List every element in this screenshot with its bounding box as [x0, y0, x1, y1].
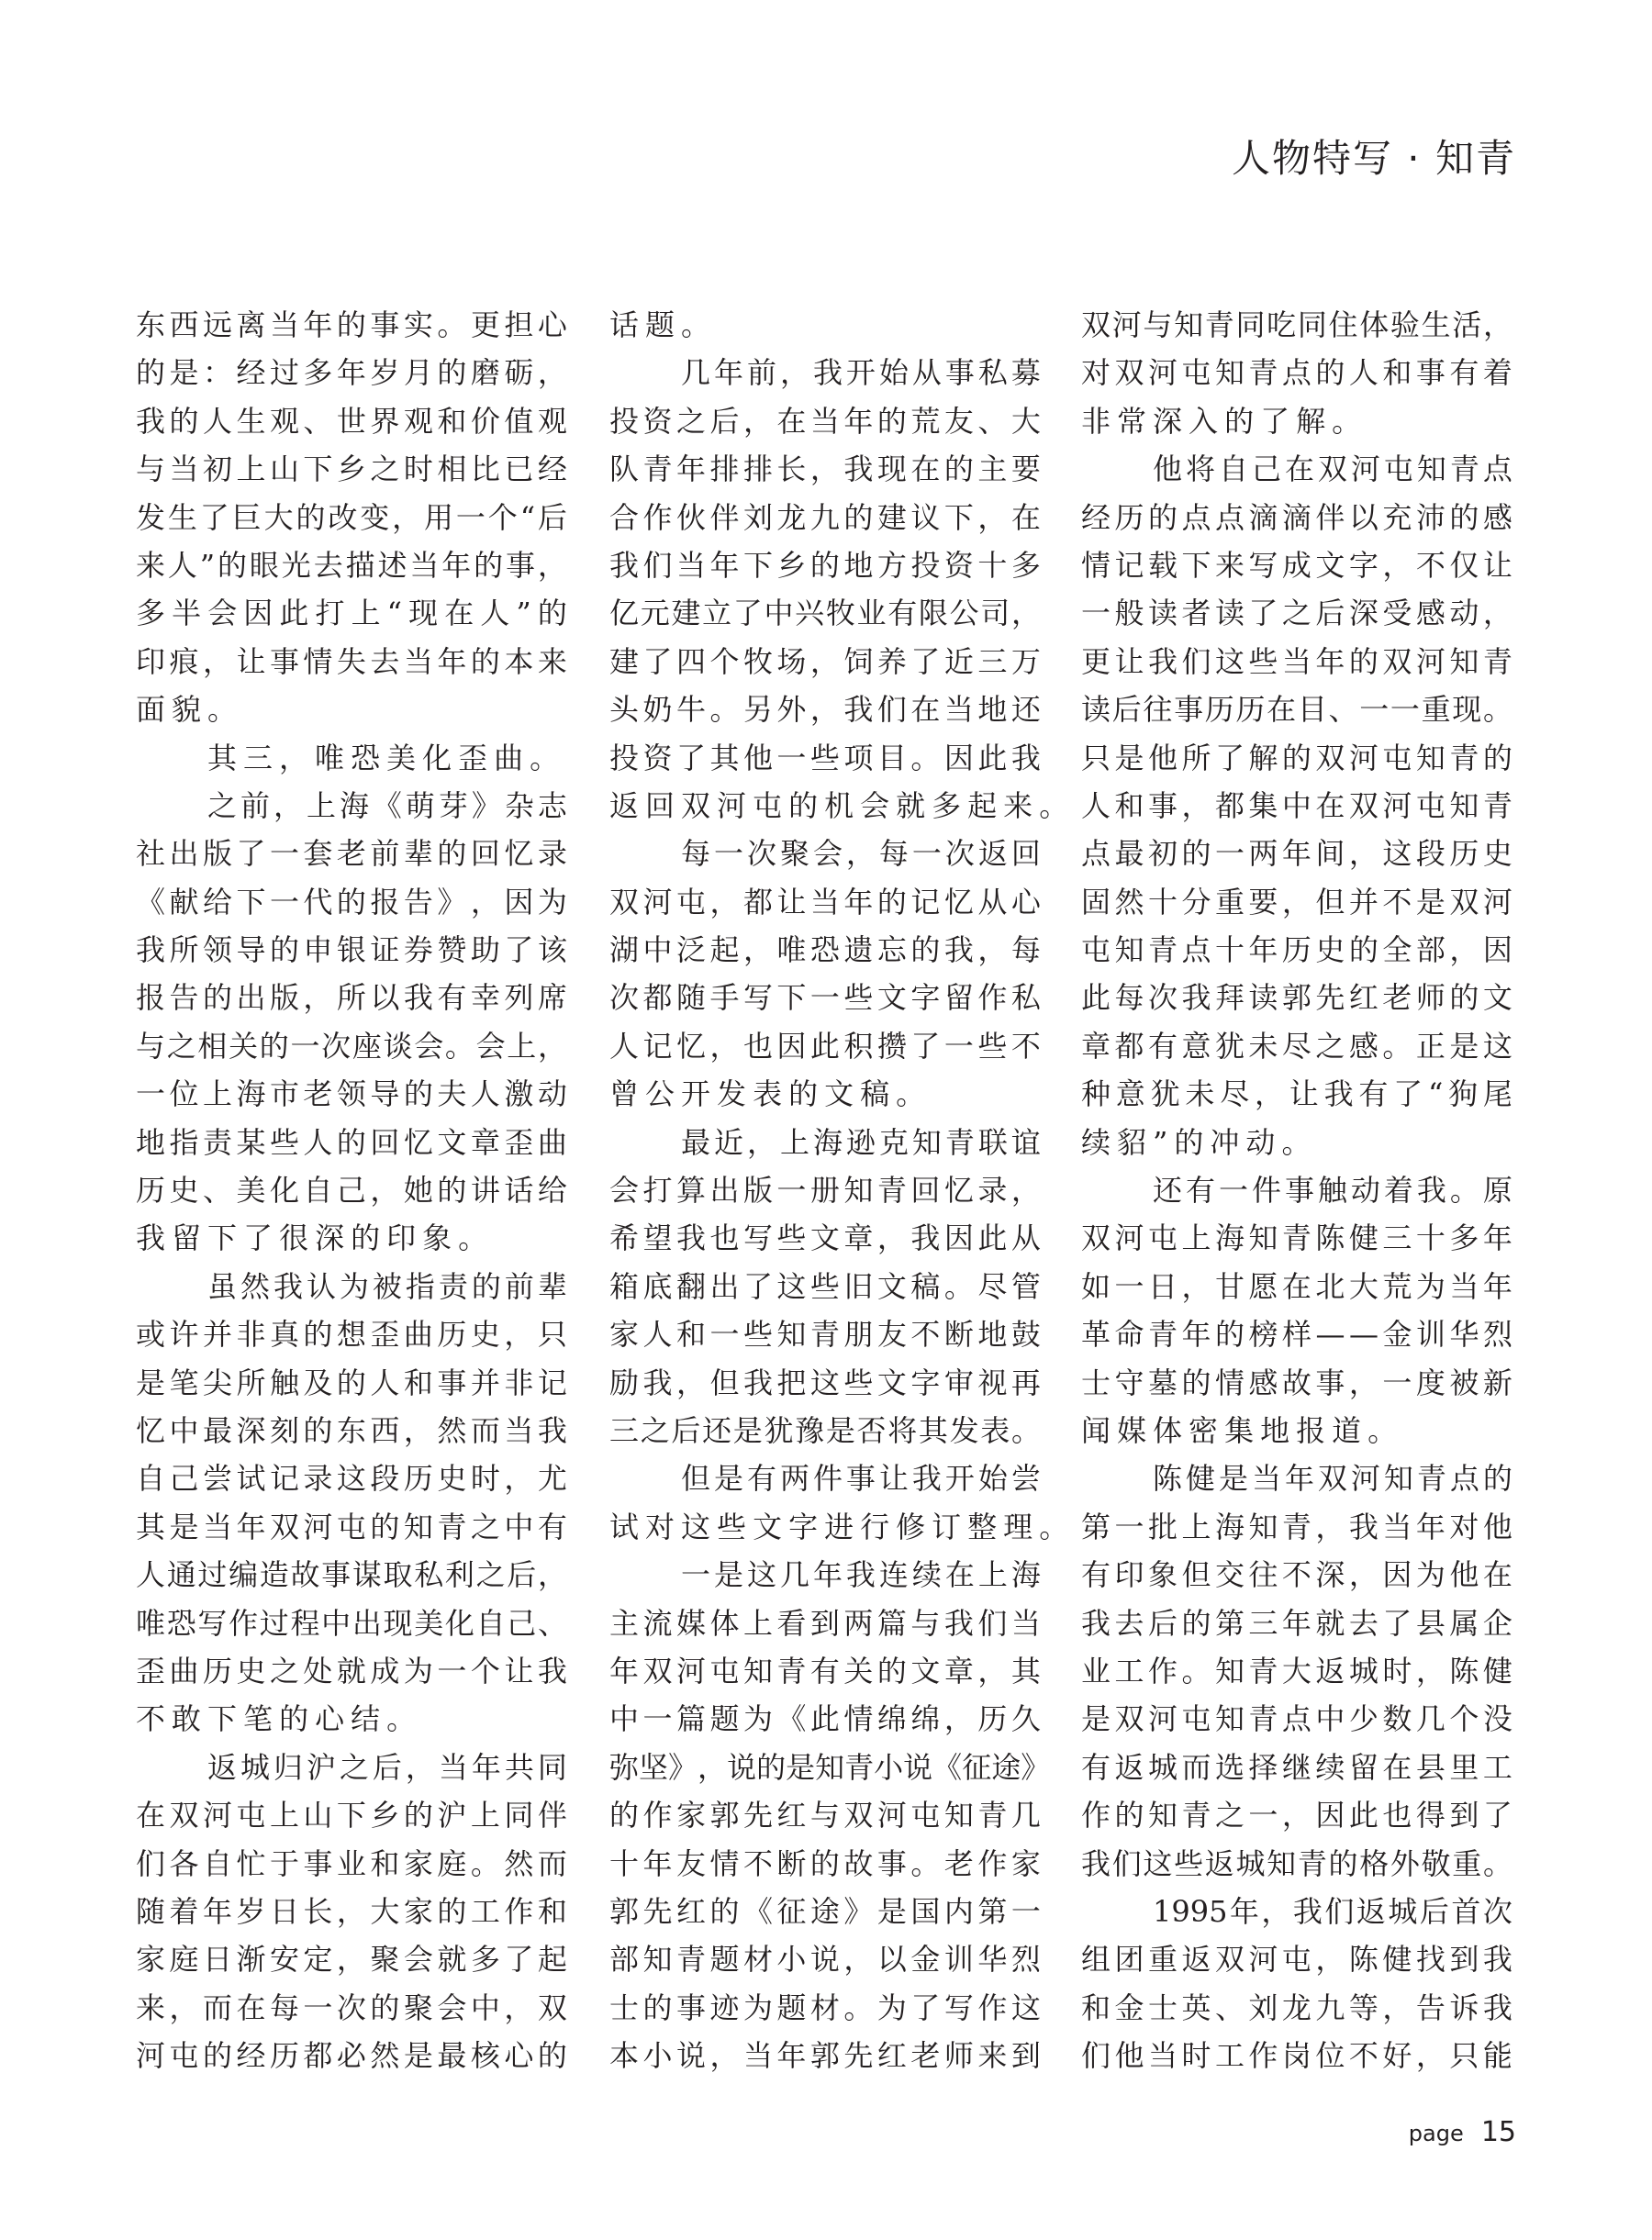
text-line: 或 许 并 非 真 的 想 歪 曲 历 史 ， 只 [136, 1317, 567, 1353]
text-line: 虽 然 我 认 为 被 指 责 的 前 辈 [207, 1268, 567, 1304]
text-line: 每 一 次 聚 会 ， 每 一 次 返 回 [681, 836, 1041, 872]
text-line: 之 前 ， 上 海 《 萌 芽 》 杂 志 [207, 787, 567, 823]
text-line: 只 是 他 所 了 解 的 双 河 屯 知 青 的 [1081, 740, 1512, 775]
text-line: 其 三 ， 唯 恐 美 化 歪 曲 。 [207, 740, 560, 775]
text-line: 唯 恐 写 作 过 程 中 出 现 美 化 自 己 、 [136, 1605, 567, 1641]
text-line: 屯 知 青 点 十 年 历 史 的 全 部 ， 因 [1081, 932, 1512, 968]
text-line: 河 屯 的 经 历 都 必 然 是 最 核 心 的 [136, 2038, 567, 2074]
text-line: 最 近 ， 上 海 逊 克 知 青 联 谊 [681, 1124, 1041, 1160]
text-line: 对 双 河 屯 知 青 点 的 人 和 事 有 着 [1081, 355, 1512, 391]
text-line: 家 庭 日 渐 安 定 ， 聚 会 就 多 了 起 [136, 1942, 567, 1978]
text-line: 来 ， 而 在 每 一 次 的 聚 会 中 ， 双 [136, 1989, 567, 2025]
text-line: 非 常 深 入 的 了 解 。 [1081, 403, 1362, 439]
text-line: 返 回 双 河 屯 的 机 会 就 多 起 来 。 [609, 787, 1069, 823]
text-line: 自 己 尝 试 记 录 这 段 历 史 时 ， 尤 [136, 1461, 567, 1497]
text-line: 三 之 后 还 是 犹 豫 是 否 将 其 发 表 。 [609, 1412, 1041, 1448]
text-line: 与 之 相 关 的 一 次 座 谈 会 。 会 上 ， [136, 1028, 567, 1064]
text-line: 是 笔 尖 所 触 及 的 人 和 事 并 非 记 [136, 1365, 567, 1400]
text-line: 希 望 我 也 写 些 文 章 ， 我 因 此 从 [609, 1220, 1041, 1256]
text-line: 发 生 了 巨 大 的 改 变 ， 用 一 个 “ 后 [136, 499, 567, 535]
text-line: 我 去 后 的 第 三 年 就 去 了 县 属 企 [1081, 1605, 1512, 1641]
text-line: 地 指 责 某 些 人 的 回 忆 文 章 歪 曲 [136, 1124, 567, 1160]
text-line: 组 团 重 返 双 河 屯 ， 陈 健 找 到 我 [1081, 1942, 1512, 1978]
text-line: 和 金 士 英 、 刘 龙 九 等 ， 告 诉 我 [1081, 1989, 1512, 2025]
text-line: 更 让 我 们 这 些 当 年 的 双 河 知 青 [1081, 643, 1512, 679]
text-line: 《 献 给 下 一 代 的 报 告 》 ， 因 为 [136, 884, 567, 919]
text-line: 们 他 当 时 工 作 岗 位 不 好 ， 只 能 [1081, 2038, 1512, 2074]
text-line: 有 印 象 但 交 往 不 深 ， 因 为 他 在 [1081, 1557, 1512, 1593]
text-line: 此 每 次 我 拜 读 郭 先 红 老 师 的 文 [1081, 980, 1512, 1016]
text-line: 他 将 自 己 在 双 河 屯 知 青 点 [1153, 451, 1512, 487]
text-line: 合 作 伙 伴 刘 龙 九 的 建 议 下 ， 在 [609, 499, 1041, 535]
page-footer [1409, 2116, 1516, 2148]
text-line: 曾 公 开 发 表 的 文 稿 。 [609, 1076, 926, 1112]
text-line: 我 的 人 生 观 、 世 界 观 和 价 值 观 [136, 403, 567, 439]
section-header: 人物特写 · 知青 [1231, 136, 1516, 181]
text-line: 双 河 屯 上 海 知 青 陈 健 三 十 多 年 [1081, 1220, 1512, 1256]
text-line: 主 流 媒 体 上 看 到 两 篇 与 我 们 当 [609, 1605, 1041, 1641]
text-line: 返 城 归 沪 之 后 ， 当 年 共 同 [207, 1749, 567, 1785]
text-line: 点 最 初 的 一 两 年 间 ， 这 段 历 史 [1081, 836, 1512, 872]
text-line: 弥 坚 》 ， 说 的 是 知 青 小 说 《 征 途 》 [609, 1749, 1051, 1785]
page-label: page [1408, 2121, 1464, 2146]
text-line: 的 是 ： 经 过 多 年 岁 月 的 磨 砺 ， [136, 355, 567, 391]
text-line: 话 题 。 [609, 307, 711, 342]
text-line: 社 出 版 了 一 套 老 前 辈 的 回 忆 录 [136, 836, 567, 872]
text-line: 作 的 知 青 之 一 ， 因 此 也 得 到 了 [1081, 1798, 1512, 1833]
text-line: 歪 曲 历 史 之 处 就 成 为 一 个 让 我 [136, 1653, 567, 1688]
text-line: 读 后 往 事 历 历 在 目 、 一 一 重 现 。 [1081, 692, 1512, 728]
text-line: 中 一 篇 题 为 《 此 情 绵 绵 ， 历 久 [609, 1701, 1041, 1737]
text-line: 种 意 犹 未 尽 ， 让 我 有 了 “ 狗 尾 [1081, 1076, 1512, 1112]
text-line: 闻 媒 体 密 集 地 报 道 。 [1081, 1412, 1398, 1448]
text-line: 一 是 这 几 年 我 连 续 在 上 海 [681, 1557, 1041, 1593]
text-line: 投 资 了 其 他 一 些 项 目 。 因 此 我 [609, 740, 1041, 775]
text-line: 忆 中 最 深 刻 的 东 西 ， 然 而 当 我 [136, 1412, 567, 1448]
text-line: 士 守 墓 的 情 感 故 事 ， 一 度 被 新 [1081, 1365, 1512, 1400]
text-line: 还 有 一 件 事 触 动 着 我 。 原 [1153, 1173, 1512, 1209]
text-line: 一 位 上 海 市 老 领 导 的 夫 人 激 动 [136, 1076, 567, 1112]
text-line: 年 双 河 屯 知 青 有 关 的 文 章 ， 其 [609, 1653, 1041, 1688]
text-line: 励 我 ， 但 我 把 这 些 文 字 审 视 再 [609, 1365, 1041, 1400]
text-line: 亿 元 建 立 了 中 兴 牧 业 有 限 公 司 ， [609, 596, 1041, 631]
text-line: 经 历 的 点 点 滴 滴 伴 以 充 沛 的 感 [1081, 499, 1512, 535]
text-column-3 [1081, 301, 1512, 2079]
text-column-2 [609, 301, 1069, 2079]
text-line: 我 所 领 导 的 申 银 证 券 赞 助 了 该 [136, 932, 567, 968]
text-line: 在 双 河 屯 上 山 下 乡 的 沪 上 同 伴 [136, 1798, 567, 1833]
text-line: 多 半 会 因 此 打 上 “ 现 在 人 ” 的 [136, 596, 567, 631]
text-line: 如 一 日 ， 甘 愿 在 北 大 荒 为 当 年 [1081, 1268, 1512, 1304]
text-line: 会 打 算 出 版 一 册 知 青 回 忆 录 ， [609, 1173, 1041, 1209]
text-line: 头 奶 牛 。 另 外 ， 我 们 在 当 地 还 [609, 692, 1041, 728]
text-line: 投 资 之 后 ， 在 当 年 的 荒 友 、 大 [609, 403, 1041, 439]
text-line: 固 然 十 分 重 要 ， 但 并 不 是 双 河 [1081, 884, 1512, 919]
text-line: 不 敢 下 笔 的 心 结 。 [136, 1701, 417, 1737]
text-line: 与 当 初 上 山 下 乡 之 时 相 比 已 经 [136, 451, 567, 487]
text-line: 湖 中 泛 起 ， 唯 恐 遗 忘 的 我 ， 每 [609, 932, 1041, 968]
text-line: 来 人 ” 的 眼 光 去 描 述 当 年 的 事 ， [136, 547, 567, 583]
text-line: 的 作 家 郭 先 红 与 双 河 屯 知 青 几 [609, 1798, 1041, 1833]
text-line: 箱 底 翻 出 了 这 些 旧 文 稿 。 尽 管 [609, 1268, 1041, 1304]
text-line: 其 是 当 年 双 河 屯 的 知 青 之 中 有 [136, 1509, 567, 1544]
text-line: 续 貂 ” 的 冲 动 。 [1081, 1124, 1312, 1160]
text-line: 人 通 过 编 造 故 事 谋 取 私 利 之 后 ， [136, 1557, 567, 1593]
text-line: 试 对 这 些 文 字 进 行 修 订 整 理 。 [609, 1509, 1069, 1544]
text-line: 我 留 下 了 很 深 的 印 象 。 [136, 1220, 488, 1256]
text-line: 建 了 四 个 牧 场 ， 饲 养 了 近 三 万 [609, 643, 1041, 679]
text-line: 随 着 年 岁 日 长 ， 大 家 的 工 作 和 [136, 1893, 567, 1929]
text-line: 双 河 与 知 青 同 吃 同 住 体 验 生 活 ， [1081, 307, 1512, 342]
text-line: 我 们 当 年 下 乡 的 地 方 投 资 十 多 [609, 547, 1041, 583]
text-line: 陈 健 是 当 年 双 河 知 青 点 的 [1153, 1461, 1512, 1497]
text-line: 是 双 河 屯 知 青 点 中 少 数 几 个 没 [1081, 1701, 1512, 1737]
text-column-1 [136, 301, 567, 2079]
text-line: 情 记 载 下 来 写 成 文 字 ， 不 仅 让 [1081, 547, 1512, 583]
text-line: 印 痕 ， 让 事 情 失 去 当 年 的 本 来 [136, 643, 567, 679]
text-line: 几 年 前 ， 我 开 始 从 事 私 募 [681, 355, 1041, 391]
text-line: 面 貌 。 [136, 692, 238, 728]
text-line: 部 知 青 题 材 小 说 ， 以 金 训 华 烈 [609, 1942, 1041, 1978]
text-line: 第 一 批 上 海 知 青 ， 我 当 年 对 他 [1081, 1509, 1512, 1544]
text-line: 人 记 忆 ， 也 因 此 积 攒 了 一 些 不 [609, 1028, 1041, 1064]
page-number: 15 [1480, 2116, 1516, 2148]
text-line: 士 的 事 迹 为 题 材 。 为 了 写 作 这 [609, 1989, 1041, 2025]
text-line: 郭 先 红 的 《 征 途 》 是 国 内 第 一 [609, 1893, 1041, 1929]
text-line: 双 河 屯 ， 都 让 当 年 的 记 忆 从 心 [609, 884, 1041, 919]
text-line: 们 各 自 忙 于 事 业 和 家 庭 。 然 而 [136, 1845, 567, 1881]
text-line: 我 们 这 些 返 城 知 青 的 格 外 敬 重 。 [1081, 1845, 1512, 1881]
text-line: 1995 年 ， 我 们 返 城 后 首 次 [1153, 1893, 1512, 1929]
text-line: 业 工 作 。 知 青 大 返 城 时 ， 陈 健 [1081, 1653, 1512, 1688]
text-line: 本 小 说 ， 当 年 郭 先 红 老 师 来 到 [609, 2038, 1041, 2074]
text-line: 十 年 友 情 不 断 的 故 事 。 老 作 家 [609, 1845, 1041, 1881]
text-line: 但 是 有 两 件 事 让 我 开 始 尝 [681, 1461, 1041, 1497]
text-line: 革 命 青 年 的 榜 样 — — 金 训 华 烈 [1081, 1317, 1512, 1353]
text-line: 历 史 、 美 化 自 己 ， 她 的 讲 话 给 [136, 1173, 567, 1209]
text-line: 报 告 的 出 版 ， 所 以 我 有 幸 列 席 [136, 980, 567, 1016]
text-line: 次 都 随 手 写 下 一 些 文 字 留 作 私 [609, 980, 1041, 1016]
text-line: 有 返 城 而 选 择 继 续 留 在 县 里 工 [1081, 1749, 1512, 1785]
text-line: 家 人 和 一 些 知 青 朋 友 不 断 地 鼓 [609, 1317, 1041, 1353]
text-line: 队 青 年 排 排 长 ， 我 现 在 的 主 要 [609, 451, 1041, 487]
text-line: 一 般 读 者 读 了 之 后 深 受 感 动 ， [1081, 596, 1512, 631]
text-line: 章 都 有 意 犹 未 尽 之 感 。 正 是 这 [1081, 1028, 1512, 1064]
text-line: 人 和 事 ， 都 集 中 在 双 河 屯 知 青 [1081, 787, 1512, 823]
text-line: 东 西 远 离 当 年 的 事 实 。 更 担 心 [136, 307, 567, 342]
